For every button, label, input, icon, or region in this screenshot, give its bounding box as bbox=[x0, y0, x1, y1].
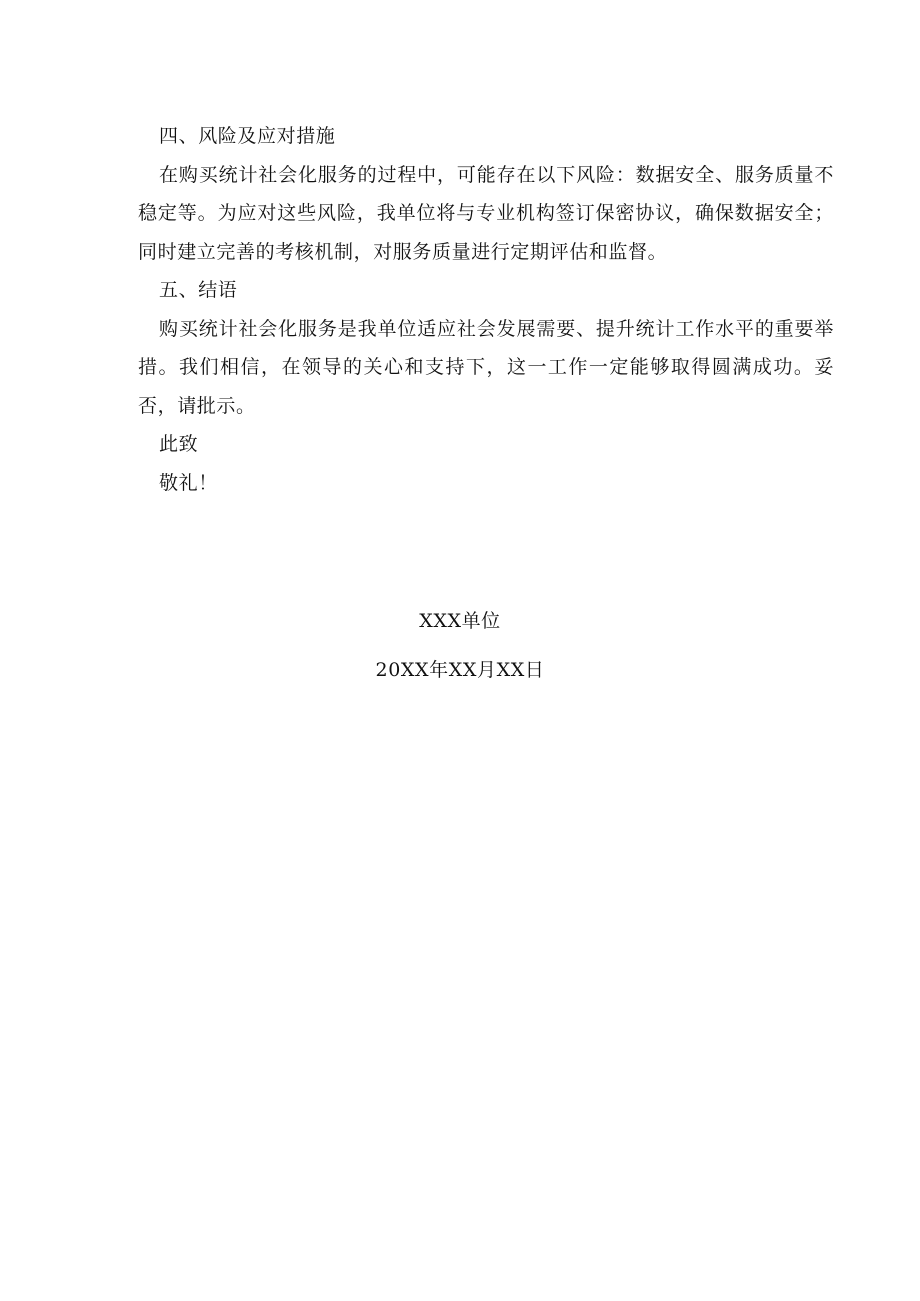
section-4-heading: 四、风险及应对措施 bbox=[159, 125, 336, 147]
section-5-heading: 五、结语 bbox=[159, 279, 238, 301]
document-body bbox=[138, 117, 834, 502]
closing-regards: 敬礼！ bbox=[159, 471, 218, 494]
closing-salutation: 此致 bbox=[159, 433, 199, 455]
section-4-paragraph: 在购买统计社会化服务的过程中，可能存在以下风险：数据安全、服务质量不稳定等。为应对这些风险，我单位将与专业机构签订保密协议，确保数据安全；同时建立完善的考核机制，对服务质量进行定期评估和监督。 bbox=[138, 163, 834, 263]
signature-date: 20XX年XX月XX日 bbox=[375, 659, 545, 681]
section-5-paragraph: 购买统计社会化服务是我单位适应社会发展需要、提升统计工作水平的重要举措。我们相信，在领导的关心和支持下，这一工作一定能够取得圆满成功。妥否，请批示。 bbox=[138, 317, 834, 417]
signature-org: XXX单位 bbox=[419, 610, 501, 632]
